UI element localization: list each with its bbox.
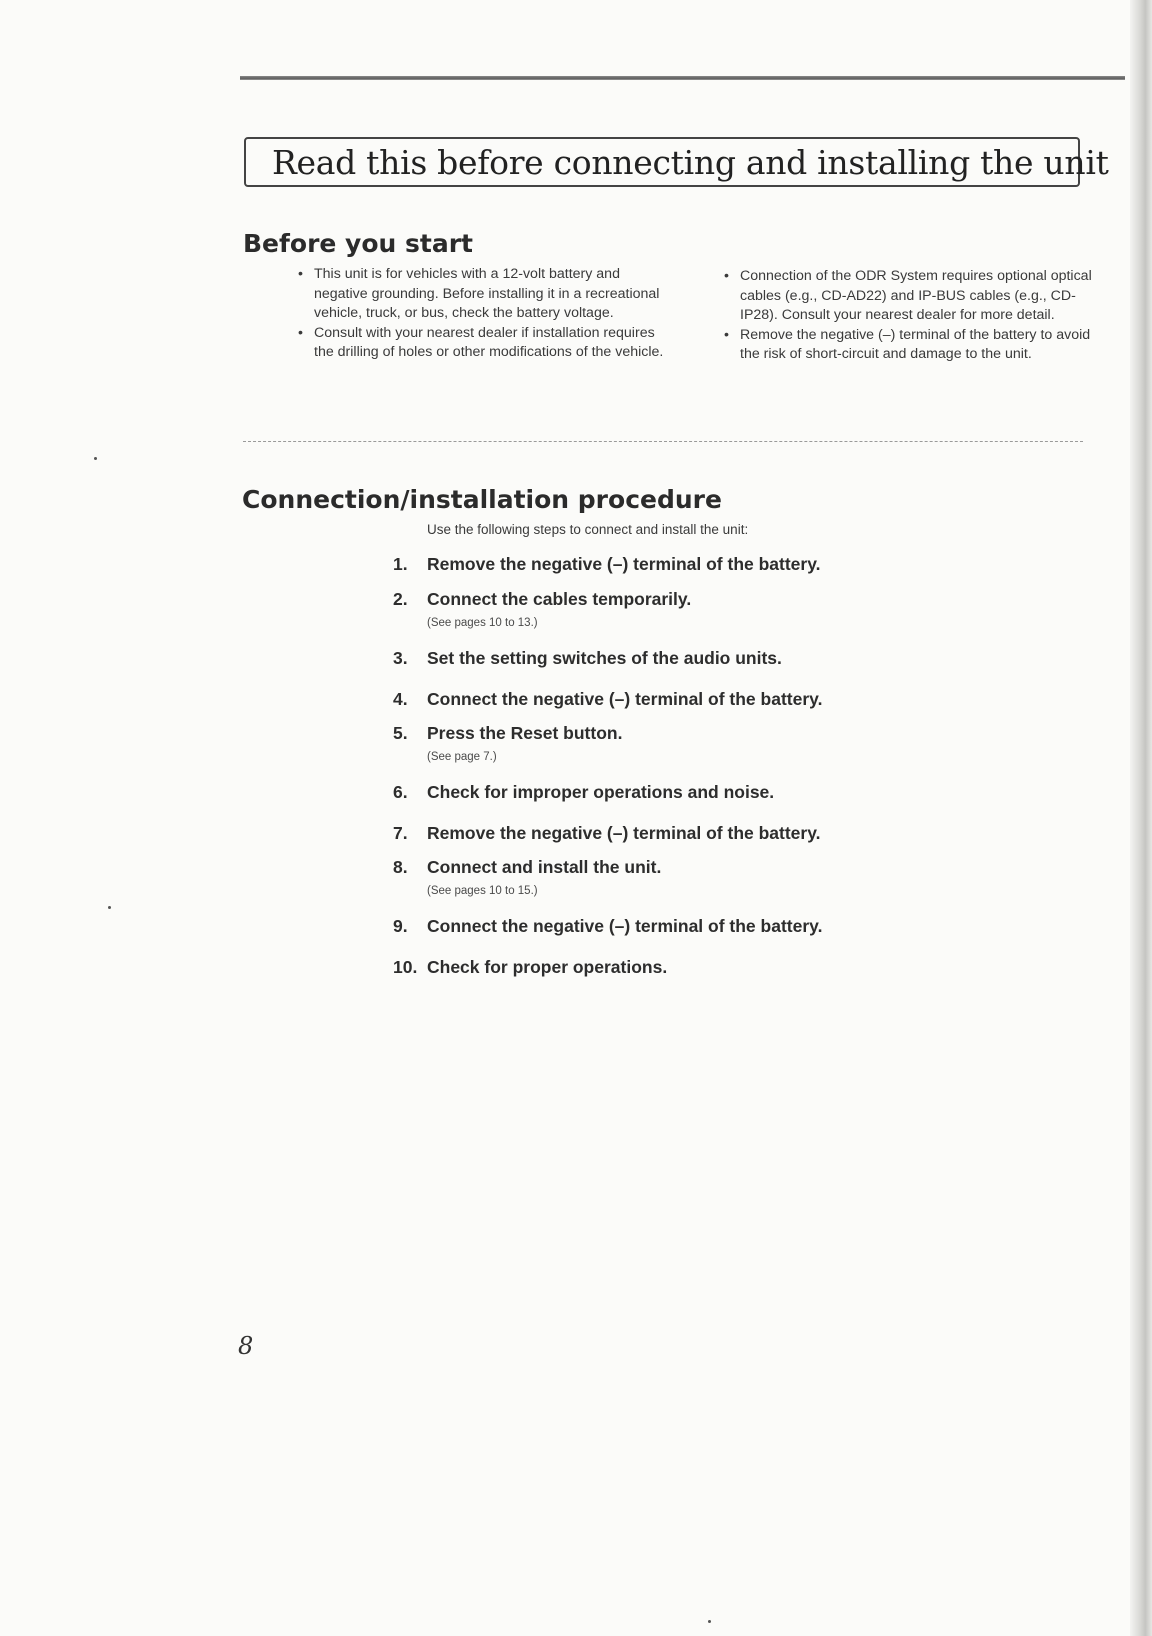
step-text: Check for proper operations. — [427, 957, 668, 977]
top-rule — [240, 76, 1125, 80]
procedure-step — [393, 823, 821, 844]
scan-speck — [108, 906, 111, 909]
procedure-step — [393, 689, 822, 710]
list-item: • Connection of the ODR System requires optional optical cables (e.g., CD-AD22) and IP-BUS cables (e.g., CD-IP28). Consult your nearest dealer for more detail. — [724, 267, 1094, 326]
procedure-intro: Use the following steps to connect and install the unit: — [427, 522, 749, 537]
procedure-step — [393, 723, 622, 744]
step-number: 1. — [393, 554, 408, 574]
page-number: 8 — [238, 1332, 254, 1360]
step-text: Press the Reset button. — [427, 723, 623, 743]
title-box — [244, 137, 1109, 187]
step-number: 9. — [393, 916, 408, 936]
step-text: Remove the negative (–) terminal of the battery. — [427, 554, 821, 574]
procedure-step — [393, 554, 821, 575]
procedure-step — [393, 782, 774, 803]
procedure-step — [393, 589, 691, 610]
page-title: Read this before connecting and installing the unit — [272, 142, 1109, 182]
page-edge-shadow — [1130, 0, 1152, 1636]
step-number: 4. — [393, 689, 408, 709]
before-you-start-left-list — [298, 265, 668, 363]
procedure-step — [393, 857, 661, 878]
procedure-step — [393, 648, 782, 669]
step-note: (See page 7.) — [427, 751, 497, 763]
section-divider — [243, 441, 1083, 442]
step-note: (See pages 10 to 15.) — [427, 885, 538, 897]
before-you-start-heading: Before you start — [243, 229, 474, 258]
procedure-step — [393, 957, 667, 978]
procedure-step — [393, 916, 822, 937]
before-you-start-right-list — [724, 267, 1094, 365]
step-text: Connect the negative (–) terminal of the battery. — [427, 689, 823, 709]
step-text: Check for improper operations and noise. — [427, 782, 775, 802]
list-item: • Consult with your nearest dealer if installation requires the drilling of holes or other modifications of the vehicle. — [298, 324, 668, 363]
step-number: 5. — [393, 723, 408, 743]
step-number: 8. — [393, 857, 408, 877]
procedure-heading: Connection/installation procedure — [242, 485, 722, 514]
step-text: Set the setting switches of the audio units. — [427, 648, 782, 668]
list-item: • Remove the negative (–) terminal of the battery to avoid the risk of short-circuit and damage to the unit. — [724, 326, 1094, 365]
step-text: Connect and install the unit. — [427, 857, 662, 877]
step-text: Connect the cables temporarily. — [427, 589, 692, 609]
step-number: 2. — [393, 589, 408, 609]
step-text: Remove the negative (–) terminal of the battery. — [427, 823, 821, 843]
scan-speck — [708, 1620, 711, 1623]
step-number: 7. — [393, 823, 408, 843]
step-number: 10. — [393, 957, 418, 977]
step-text: Connect the negative (–) terminal of the battery. — [427, 916, 823, 936]
step-number: 3. — [393, 648, 408, 668]
step-note: (See pages 10 to 13.) — [427, 617, 538, 629]
step-number: 6. — [393, 782, 408, 802]
list-item: • This unit is for vehicles with a 12-volt battery and negative grounding. Before installing it in a recreational vehicle, truck, or bus, check the battery voltage. — [298, 265, 668, 324]
scan-speck — [94, 457, 97, 460]
